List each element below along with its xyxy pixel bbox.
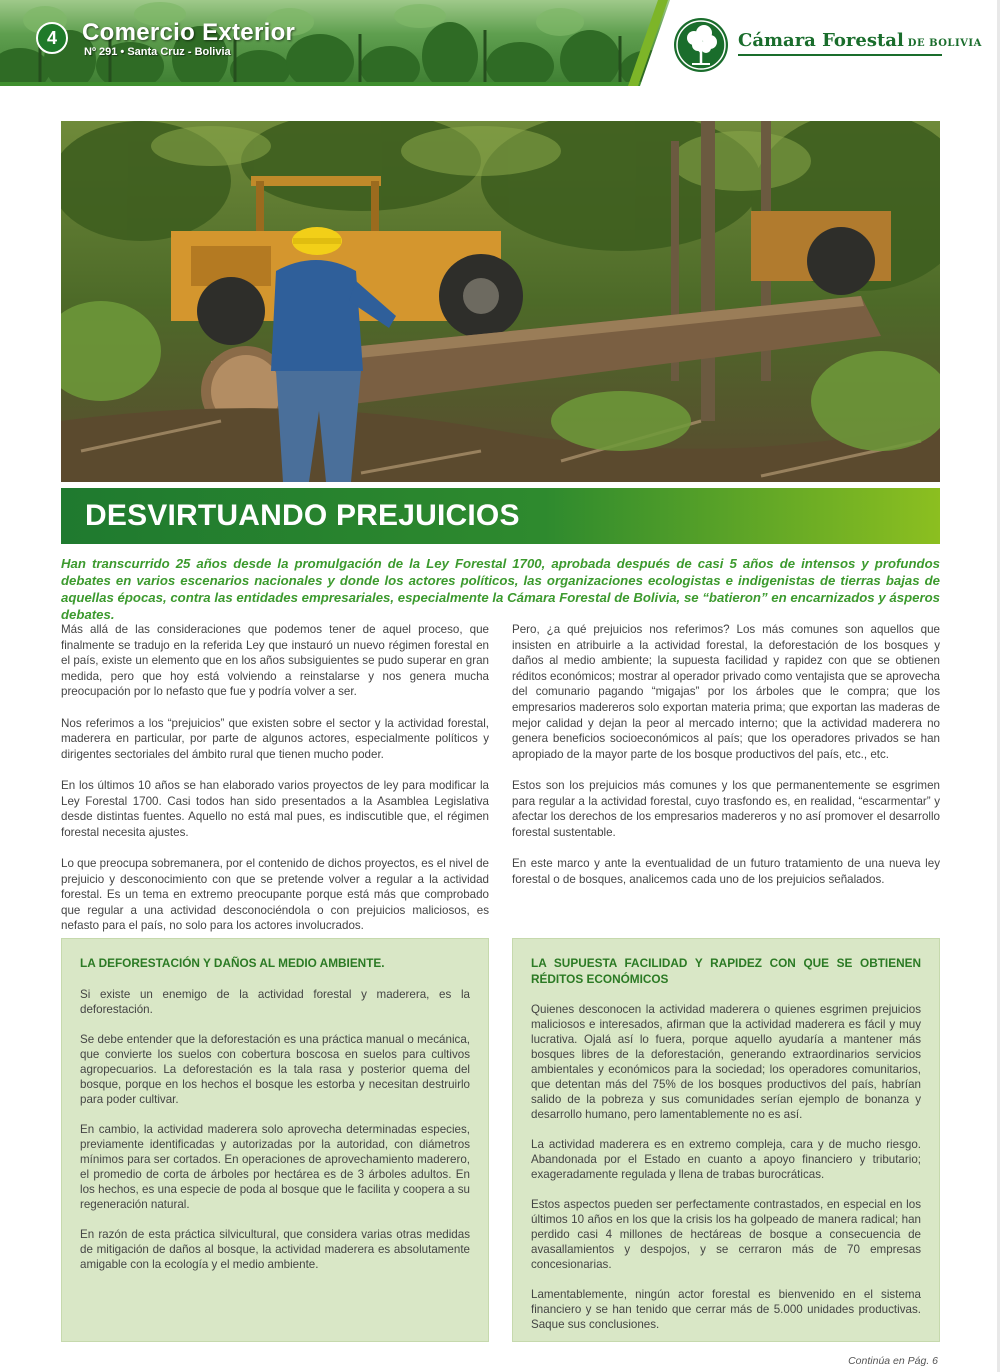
forest-logging-illustration bbox=[61, 121, 940, 482]
box-title: LA DEFORESTACIÓN Y DAÑOS AL MEDIO AMBIENTE. bbox=[80, 956, 385, 970]
logo-wordmark bbox=[738, 30, 982, 51]
magazine-title: Comercio Exterior bbox=[82, 19, 296, 46]
article-lead: Han transcurrido 25 años desde la promulgación de la Ley Forestal 1700, aprobada después de casi 5 años de intensos y profundos debates en varios escenarios nacionales y donde los actores políticos, las organizaciones ecologistas e indigenistas de tierras bajas de aquellas épocas, contra las entidades empresariales, especialmente la Cámara Forestal de Bolivia, se “batieron” en encarnizados y ásperos debates. bbox=[61, 556, 940, 622]
logo-underline bbox=[738, 54, 942, 56]
page-header bbox=[0, 0, 1000, 88]
paragraph: La actividad maderera es en extremo compleja, cara y de mucho riesgo. Abandonada por el Estado en cuanto a apoyo financiero y tributario; exageradamente regulada y llena de trabas burocráticas. bbox=[531, 1138, 921, 1182]
paragraph: Estos aspectos pueden ser perfectamente contrastados, en especial en los últimos 10 años en los que la crisis los ha golpeado de manera radical; han perdido casi 4 millones de hectáreas de bosque a consecuencia de avasallamientos y despojos, y se cerraron más de 70 empresas concesionarias. bbox=[531, 1198, 921, 1272]
paragraph: Más allá de las consideraciones que podemos tener de aquel proceso, que finalmente se tradujo en la referida Ley que instauró un nuevo régimen forestal en el país, existe un elemento que en los años subsiguientes se pudo superar en gran medida, pero que hoy está volviendo a reinstalarse y nos genera mucha preocupación por lo nefasto que fue y podría volver a ser. bbox=[61, 623, 489, 699]
paragraph: En cambio, la actividad maderera solo aprovecha determinadas especies, previamente identificadas y autorizadas por la autoridad, con diámetros mínimos para ser cortados. En operaciones de aprovechamiento maderero, el promedio de corta de árboles por hectárea es de 3 árboles adultos. En los hechos, es una especie de poda al bosque que le facilita y coopera a su regeneración natural. bbox=[80, 1122, 470, 1211]
article-title: DESVIRTUANDO PREJUICIOS bbox=[85, 499, 520, 532]
paragraph: Pero, ¿a qué prejuicios nos referimos? Los más comunes son aquellos que insisten en atribuirle a la actividad forestal, la deforestación de los bosques y daños al medio ambiente; la supuesta facilidad y rapidez con que se obtienen réditos económicos; mostrar al operador privado como ventajista que se aprovecha del comunario pagando “migajas” por los árboles que le compra; que los empresarios madereros solo exportan materia prima; que exportan las maderas de mejor calidad y dejan la peor al mercado interno; que la actividad maderera no genera beneficios socioeconómicos al país; que los operadores privados se han apropiado de la mayor parte de los bosque productivos del país, etc., etc. bbox=[512, 623, 940, 761]
economic-returns-box bbox=[512, 938, 940, 1342]
paragraph: Nos referimos a los “prejuicios” que existen sobre el sector y la actividad forestal, maderera en particular, por parte de algunos actores, especialmente políticos y dirigentes sectoriales del ámbito rural que tienen mucho poder. bbox=[61, 716, 489, 761]
article-column-left bbox=[61, 622, 489, 949]
paragraph: En razón de esta práctica silvicultural, que considera varias otras medidas de mitigación de daños al bosque, la actividad maderera es absolutamente amigable con la ecología y el medio ambiente. bbox=[80, 1227, 470, 1271]
paragraph: En este marco y ante la eventualidad de un futuro tratamiento de una nueva ley forestal o de bosques, analicemos cada uno de los prejuicios señalados. bbox=[512, 856, 940, 886]
hero-photo bbox=[61, 121, 940, 482]
paragraph: Estos son los prejuicios más comunes y los que permanentemente se esgrimen para regular a la actividad forestal, cuyo trasfondo es, en realidad, “escarmentar” y afectar los derechos de los empresarios madereros y no así promover el desarrollo forestal sustentable. bbox=[512, 778, 940, 839]
article-title-banner bbox=[61, 488, 940, 544]
page-number-badge: 4 bbox=[36, 22, 68, 54]
paragraph: Quienes desconocen la actividad maderera o quienes esgrimen prejuicios maliciosos e interesados, afirman que la actividad maderera es fácil y muy lucrativa. Ojalá así lo fuera, porque aquello ayudaría a mantener más bosques libres de la deforestación, generando extraordinarios servicios ambientales y económicos para la sociedad; los operadores comunitarios, que detentan más del 75% de los bosques productivos del país, habrían salido de la pobreza y sus comunidades serían ejemplo de bonanza y desarrollo humano, pero lamentablemente no es así. bbox=[531, 1003, 921, 1122]
continue-note: Continúa en Pág. 6 bbox=[848, 1355, 938, 1367]
deforestation-box bbox=[61, 938, 489, 1342]
logo-suffix-text: DE BOLIVIA bbox=[907, 38, 982, 49]
paragraph: Se debe entender que la deforestación es una práctica manual o mecánica, que convierte los suelos con cobertura boscosa en suelos para cultivos agropecuarios. La deforestación es la tala rasa y posterior quema del bosque, porque en los hechos el bosque les estorba y necesitan destruirlo para poder cultivar. bbox=[80, 1032, 470, 1106]
paragraph: Lo que preocupa sobremanera, por el contenido de dichos proyectos, es el nivel de prejuicio y desconocimiento con que se pretende volver a regular a la actividad forestal. Es un tema en extremo preocupante porque está más que comprobado que regular a una actividad desconociéndola o con prejuicios maliciosos, es nefasto para el país, no solo para los actores involucrados. bbox=[61, 856, 489, 933]
tree-logo-icon bbox=[672, 16, 730, 74]
box-title: LA SUPUESTA FACILIDAD Y RAPIDEZ CON QUE SE OBTIENEN RÉDITOS ECONÓMICOS bbox=[531, 956, 921, 986]
paragraph: Si existe un enemigo de la actividad forestal y maderera, es la deforestación. bbox=[80, 987, 470, 1016]
paragraph: Lamentablemente, ningún actor forestal es bienvenido en el sistema financiero y se han tenido que cerrar más de 5.000 unidades productivas. Saque sus conclusiones. bbox=[531, 1288, 921, 1332]
paragraph: En los últimos 10 años se han elaborado varios proyectos de ley para modificar la Ley Forestal 1700. Casi todos han sido presentados a la Asamblea Legislativa desde distintas fuentes. Aquello no está mal pues, es indiscutible que, el régimen forestal necesita ajustes. bbox=[61, 778, 489, 839]
article-column-right bbox=[512, 622, 940, 903]
header-accent-line bbox=[0, 82, 660, 86]
issue-info: Nº 291 • Santa Cruz - Bolivia bbox=[84, 46, 231, 58]
logo-name-text: Cámara Forestal bbox=[738, 30, 904, 51]
